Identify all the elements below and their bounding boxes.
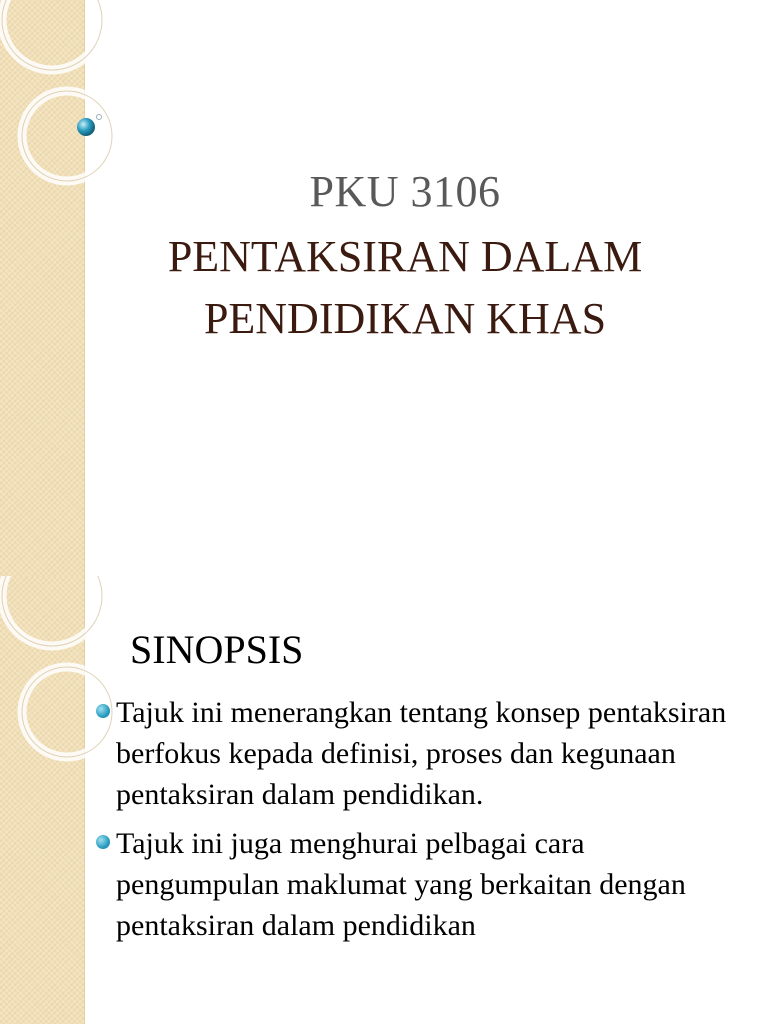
bullet-orb-icon xyxy=(96,704,110,718)
bullet-text: Tajuk ini juga menghurai pelbagai cara pengumpulan maklumat yang berkaitan dengan pentaksiran dalam pendidikan xyxy=(116,827,686,942)
title-line-2: PENDIDIKAN KHAS xyxy=(203,294,607,343)
blue-orb-icon xyxy=(77,118,95,136)
slide-title xyxy=(100,226,710,350)
synopsis-slide xyxy=(0,576,768,1024)
bullet-orb-icon xyxy=(96,835,110,849)
bullet-text: Tajuk ini menerangkan tentang konsep pentaksiran berfokus kepada definisi, proses dan kegunaan pentaksiran dalam pendidikan. xyxy=(116,696,727,811)
synopsis-list xyxy=(96,692,746,954)
synopsis-heading: SINOPSIS xyxy=(130,627,304,672)
list-item xyxy=(96,823,746,946)
title-line-1: PENTAKSIRAN DALAM xyxy=(167,232,643,281)
course-code: PKU 3106 xyxy=(309,167,501,216)
list-item xyxy=(96,692,746,815)
